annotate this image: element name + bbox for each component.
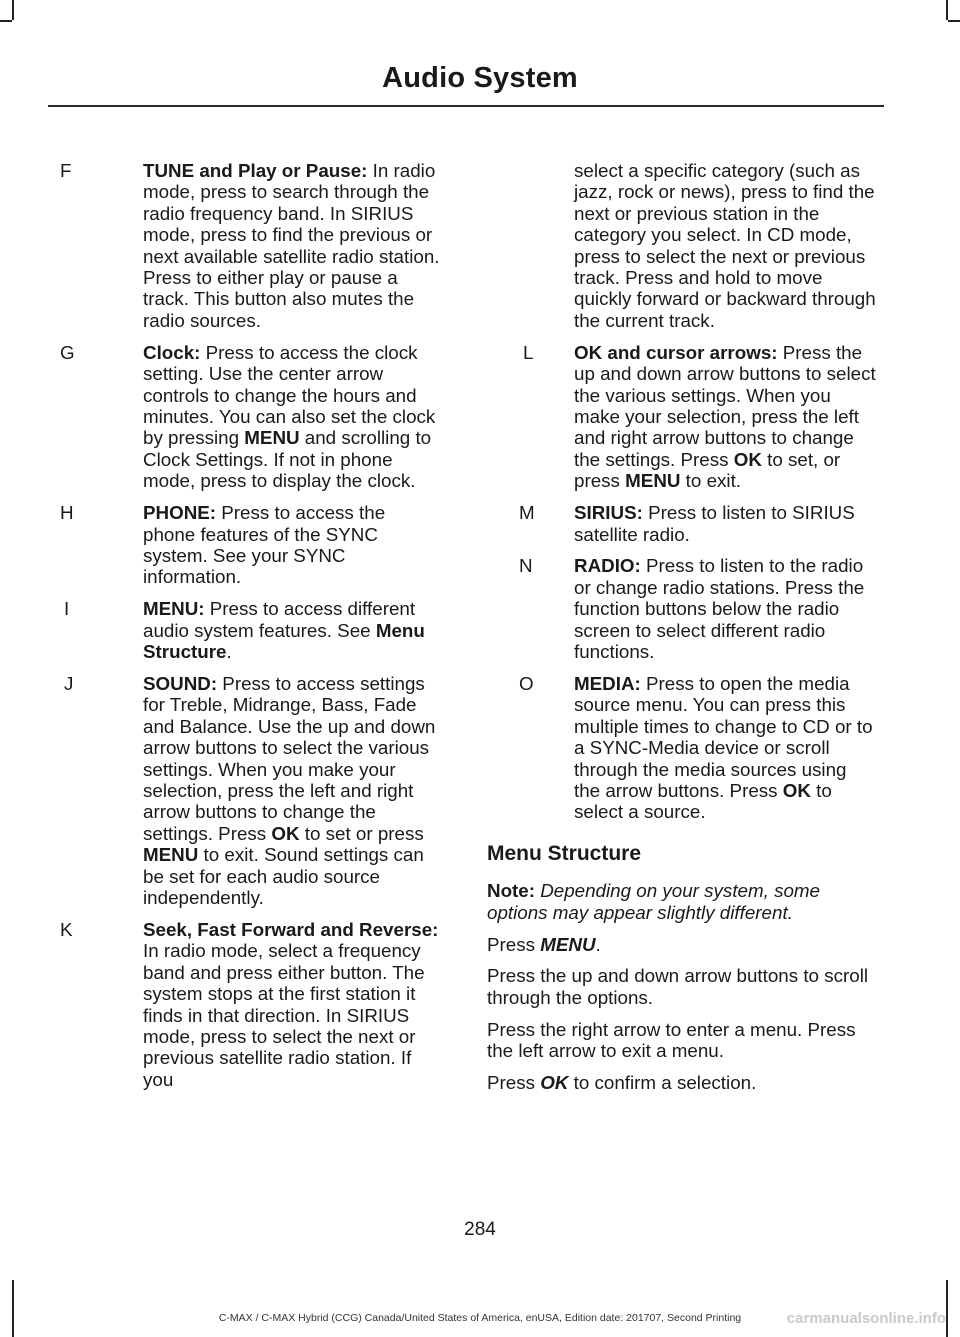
item-letter: J: [64, 672, 74, 694]
list-item-o: [487, 673, 877, 823]
menu-structure-link[interactable]: Menu Structure: [143, 619, 425, 663]
item-letter: M: [519, 502, 535, 524]
item-letter: L: [523, 341, 534, 363]
item-description: PHONE: Press to access the phone features of the SYNC system. See your SYNC information.: [143, 502, 386, 588]
item-description: SOUND: Press to access settings for Treble, Midrange, Bass, Fade and Balance. Use the up and down arrow buttons to select the various settings. When you make your selection, press the left and right arrow buttons to change the settings. Press OK to set or press MENU to exit. Sound settings can be set for each audio source independently.: [143, 672, 436, 908]
right-column: [487, 160, 877, 1104]
list-item-i: [60, 598, 442, 662]
list-item-f: [60, 160, 442, 331]
list-item-h: [60, 502, 442, 588]
item-letter: G: [60, 341, 75, 363]
item-description: OK and cursor arrows: Press the up and down arrow buttons to select the various settings. When you make your selection, press the left and right arrow buttons to change the settings. Press OK to set, or press MENU to exit.: [574, 341, 876, 492]
item-description: MEDIA: Press to open the media source menu. You can press this multiple times to change to CD or to a SYNC-Media device or scroll through the media sources using the arrow buttons. Press OK to select a source.: [574, 672, 873, 823]
item-description: TUNE and Play or Pause: In radio mode, press to search through the radio frequency band. In SIRIUS mode, press to find the previous or next available satellite radio station. Press to either play or pause a track. This button also mutes the radio sources.: [143, 160, 440, 331]
item-letter: H: [60, 502, 74, 524]
list-item-m: [487, 502, 877, 545]
crop-mark-top-right-v: [946, 0, 948, 20]
header-divider: [48, 105, 884, 107]
paragraph-enter-exit: Press the right arrow to enter a menu. Press the left arrow to exit a menu.: [487, 1018, 856, 1062]
paragraph-press-menu: Press MENU.: [487, 933, 601, 955]
item-letter: F: [60, 160, 72, 181]
crop-mark-top-right-h: [948, 20, 960, 22]
item-k-continuation: select a specific category (such as jazz, rock or news), press to find the next or previous station in the category you select. In CD mode, press to select the next or previous track. Press and hold to move quickly forward or backward through the current track.: [574, 160, 876, 331]
crop-mark-bottom-left-v: [12, 1280, 14, 1337]
crop-mark-top-left-h: [0, 20, 12, 22]
paragraph-scroll: Press the up and down arrow buttons to scroll through the options.: [487, 965, 869, 1008]
footer-edition-info: C-MAX / C-MAX Hybrid (CCG) Canada/United States of America, enUSA, Edition date: 201707, Second Printing: [218, 1312, 742, 1324]
paragraph-confirm: Press OK to confirm a selection.: [487, 1072, 757, 1094]
item-description: MENU: Press to access different audio system features. See Menu Structure.: [143, 598, 425, 663]
item-letter: O: [519, 672, 534, 694]
item-description: Seek, Fast Forward and Reverse: In radio mode, select a frequency band and press either button. The system stops at the first station it finds in that direction. In SIRIUS mode, press to select the next or previous satellite radio station. If you: [143, 918, 439, 1090]
list-item-g: [60, 342, 442, 492]
list-item-k: [60, 919, 442, 1090]
item-letter: K: [60, 918, 73, 940]
page-title: Audio System: [382, 62, 578, 94]
crop-mark-bottom-right-v: [946, 1280, 948, 1337]
list-item-l: [487, 342, 877, 492]
left-column: [60, 160, 442, 1101]
page-number: 284: [464, 1219, 496, 1240]
item-letter: I: [64, 598, 70, 620]
note-paragraph: Note: Depending on your system, some options may appear slightly different.: [487, 880, 820, 923]
section-heading-menu-structure: Menu Structure: [487, 841, 642, 865]
watermark: carmanualsonline.info: [786, 1310, 946, 1327]
item-letter: N: [519, 555, 533, 577]
list-item-n: [487, 555, 877, 662]
item-description: SIRIUS: Press to listen to SIRIUS satellite radio.: [574, 502, 855, 545]
item-description: RADIO: Press to listen to the radio or change radio stations. Press the function buttons below the radio screen to select different radio functions.: [574, 555, 865, 663]
list-item-j: [60, 673, 442, 908]
item-description: Clock: Press to access the clock setting. Use the center arrow controls to change the hours and minutes. You can also set the clock by pressing MENU and scrolling to Clock Settings. If not in phone mode, press to display the clock.: [143, 341, 436, 492]
crop-mark-top-left-v: [12, 0, 14, 20]
